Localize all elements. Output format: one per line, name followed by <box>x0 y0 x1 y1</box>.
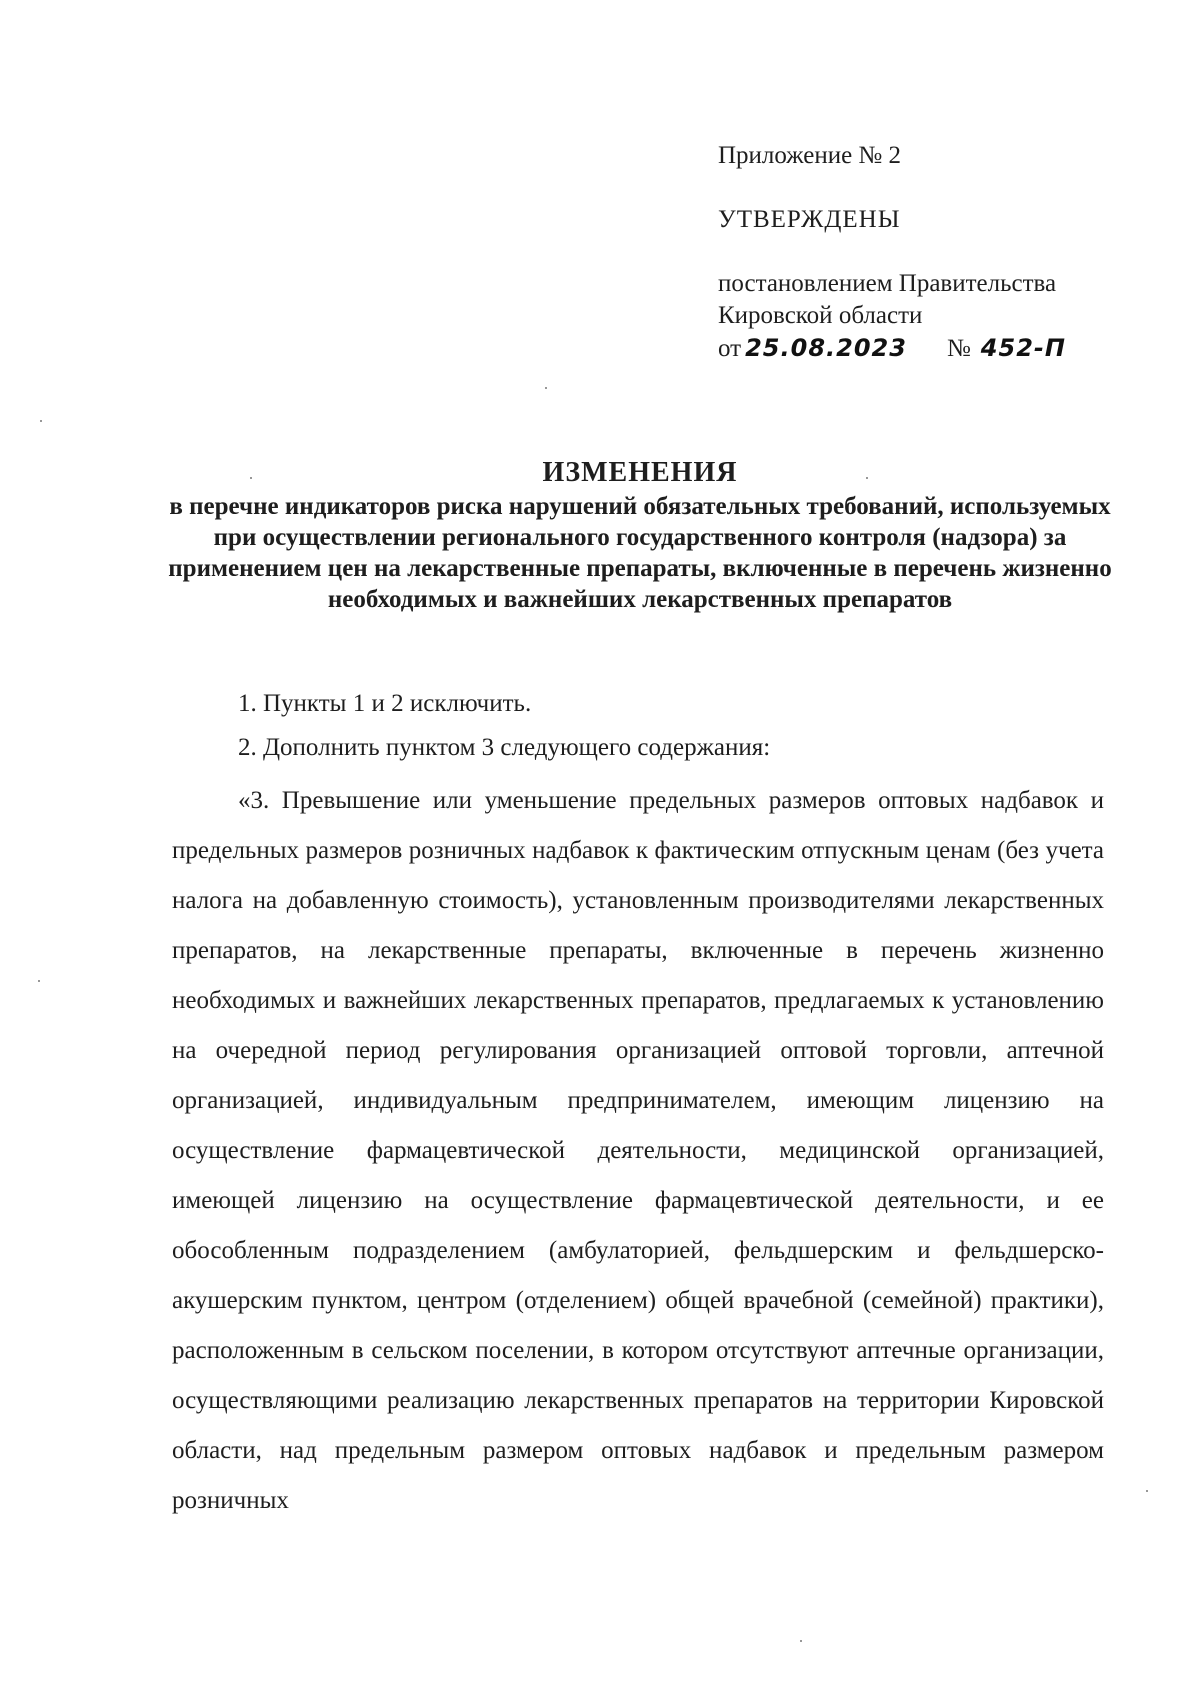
date-prefix: от <box>718 335 742 362</box>
scan-speck <box>866 477 868 479</box>
list-item-2: 2. Дополнить пунктом 3 следующего содержания: <box>238 734 771 761</box>
appendix-label: Приложение № 2 <box>718 142 902 169</box>
approval-block <box>718 140 1118 365</box>
document-subtitle: в перечне индикаторов риска нарушений обязательных требований, используемых при осуществлении регионального государственного контроля (надзора) за применением цен на лекарственные препараты, включенные в перечень жизненно необходимых и важнейших лекарственных препаратов <box>168 493 1112 613</box>
date-number-line <box>718 332 1118 365</box>
scan-speck <box>800 1640 802 1642</box>
handwritten-date: 25.08.2023 <box>745 334 907 362</box>
approved-label: УТВЕРЖДЕНЫ <box>718 206 901 233</box>
resolution-line-1: постановлением Правительства <box>718 270 1057 297</box>
document-title-block <box>140 455 1140 615</box>
resolution-line-2: Кировской области <box>718 302 923 329</box>
scan-speck <box>1146 1490 1148 1492</box>
document-title: ИЗМЕНЕНИЯ <box>542 457 738 488</box>
number-prefix: № <box>946 335 971 362</box>
scan-speck <box>38 980 40 982</box>
handwritten-number: 452-П <box>980 334 1066 362</box>
scan-speck <box>545 387 547 389</box>
body-paragraph: «3. Превышение или уменьшение предельных размеров оптовых надбавок и предельных размеров розничных надбавок к фактическим отпускным ценам (без учета налога на добавленную стоимость), установленным производителями лекарственных препаратов, на лекарственные препараты, включенные в перечень жизненно необходимых и важнейших лекарственных препаратов, предлагаемых к установлению на очередной период регулирования организацией оптовой торговли, аптечной организацией, индивидуальным предпринимателем, имеющим лицензию на осуществление фармацевтической деятельности, медицинской организацией, имеющей лицензию на осуществление фармацевтической деятельности, и ее обособленным подразделением (амбулаторией, фельдшерским и фельдшерско-акушерским пунктом, центром (отделением) общей врачебной (семейной) практики), расположенным в сельском поселении, в котором отсутствуют аптечные организации, осуществляющими реализацию лекарственных препаратов на территории Кировской области, над предельным размером оптовых надбавок и предельным размером розничных <box>172 787 1104 1514</box>
list-item-1: 1. Пункты 1 и 2 исключить. <box>238 690 532 717</box>
document-body <box>172 688 1104 1526</box>
scan-speck <box>40 420 42 422</box>
scan-speck <box>250 477 252 479</box>
